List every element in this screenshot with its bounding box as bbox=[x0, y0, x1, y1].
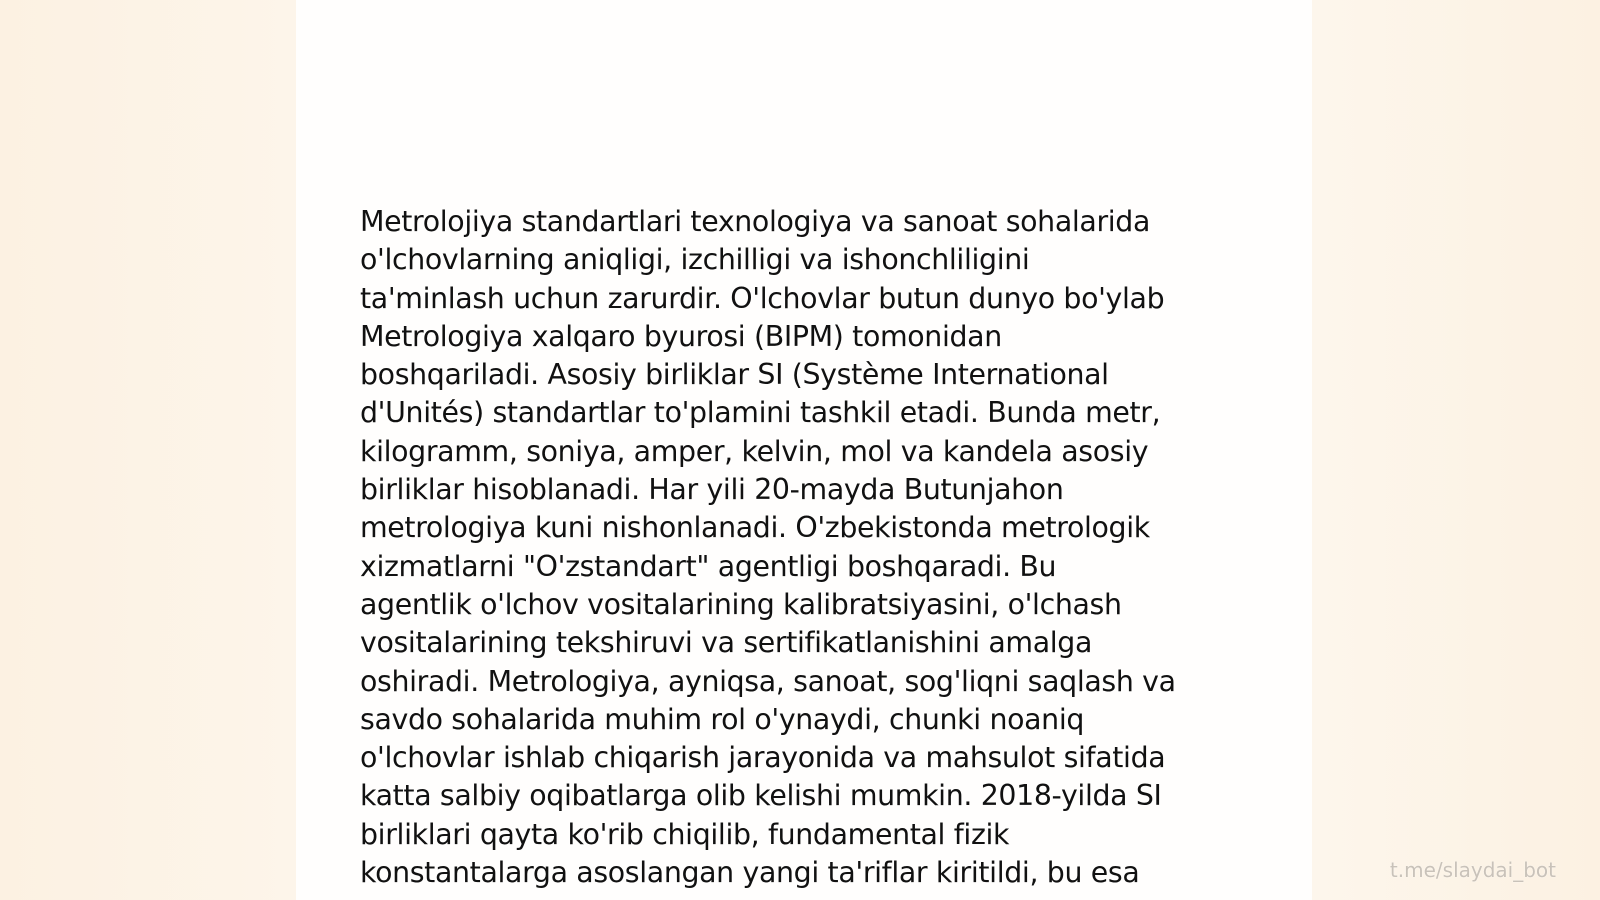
right-margin-background bbox=[1312, 0, 1600, 900]
slide-body-text: Metrolojiya standartlari texnologiya va sanoat sohalarida o'lchovlarning aniqligi, izchilligi va ishonchliligini ta'minlash uchun zarurdir. O'lchovlar butun dunyo bo'ylab Metrologiya xalqaro byurosi (BIPM) tomonidan boshqariladi. Asosiy birliklar SI (Système International d'Unités) standartlar to'plamini tashkil etadi. Bunda metr, kilogramm, soniya, amper, kelvin, mol va kandela asosiy birliklar hisoblanadi. Har yili 20-mayda Butunjahon metrologiya kuni nishonlanadi. O'zbekistonda metrologik xizmatlarni "O'zstandart" agentligi boshqaradi. Bu agentlik o'lchov vositalarining kalibratsiyasini, o'lchash vositalarining tekshiruvi va sertifikatlanishini amalga oshiradi. Metrologiya, ayniqsa, sanoat, sog'liqni saqlash va savdo sohalarida muhim rol o'ynaydi, chunki noaniq o'lchovlar ishlab chiqarish jarayonida va mahsulot sifatida katta salbiy oqibatlarga olib kelishi mumkin. 2018-yilda SI birliklari qayta ko'rib chiqilib, fundamental fizik konstantalarga asoslangan yangi ta'riflar kiritildi, bu esa bbox=[360, 205, 1176, 890]
watermark-link: t.me/slaydai_bot bbox=[1389, 858, 1556, 882]
slide-page bbox=[296, 0, 1312, 900]
left-margin-background bbox=[0, 0, 296, 900]
